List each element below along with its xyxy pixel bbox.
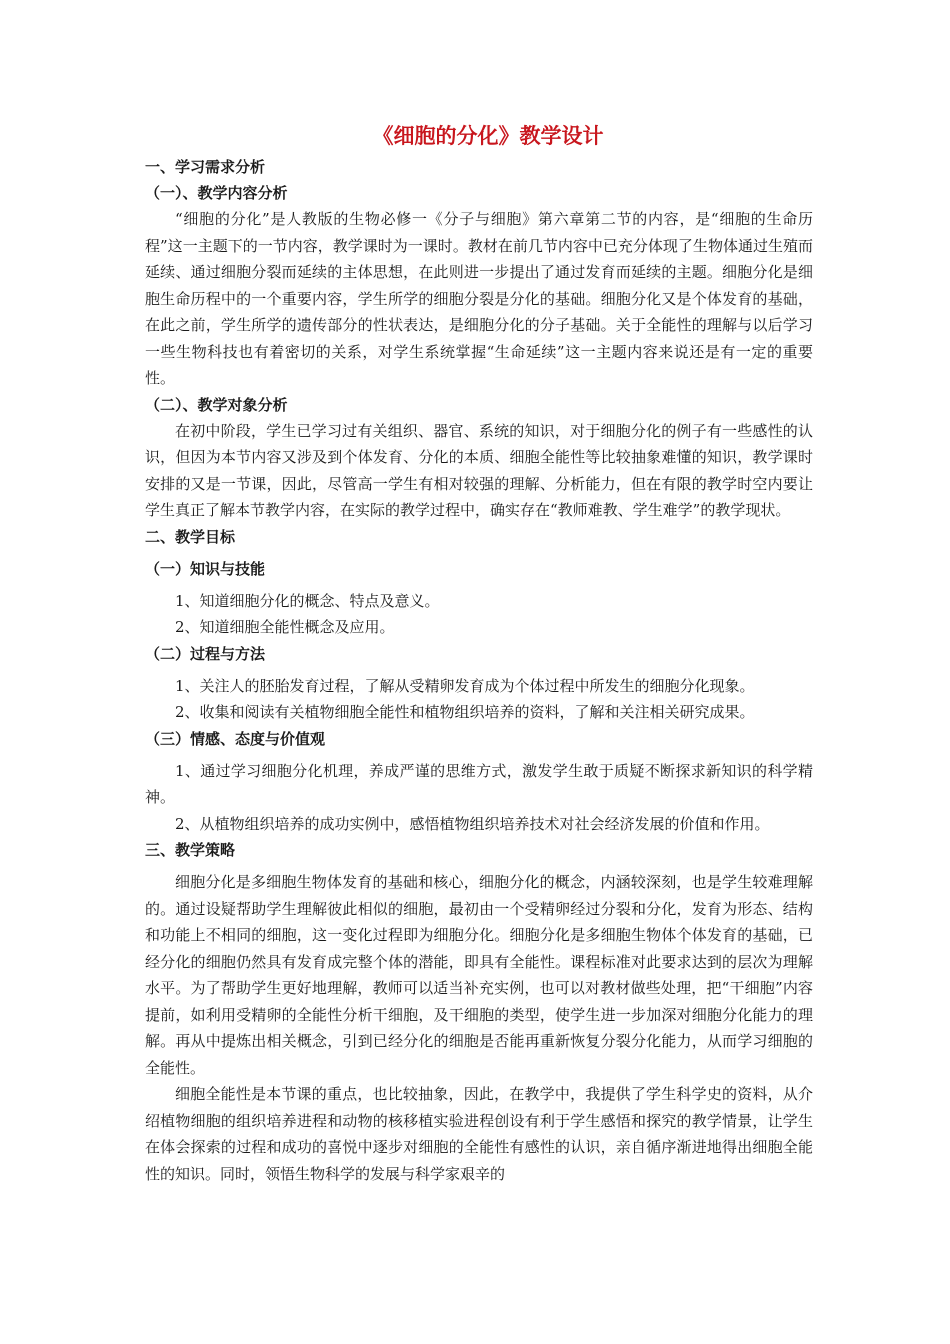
document-body xyxy=(145,118,813,1187)
paragraph-content-analysis: “细胞的分化”是人教版的生物必修一《分子与细胞》第六章第二节的内容，是“细胞的生命历程”这一主题下的一节内容，教学课时为一课时。教材在前几节内容中已充分体现了生物体通过生殖而延续、通过细胞分裂而延续的主体思想，在此则进一步提出了通过发育而延续的主题。细胞分化是细胞生命历程中的一个重要内容，学生所学的细胞分裂是分化的基础。细胞分化又是个体发育的基础，在此之前，学生所学的遗传部分的性状表达，是细胞分化的分子基础。关于全能性的理解与以后学习一些生物科技也有着密切的关系，对学生系统掌握“生命延续”这一主题内容来说还是有一定的重要性。 xyxy=(145,210,813,387)
list-item: 2、收集和阅读有关植物细胞全能性和植物组织培养的资料，了解和关注相关研究成果。 xyxy=(175,703,755,721)
paragraph-strategy-2: 细胞全能性是本节课的重点，也比较抽象，因此，在教学中，我提供了学生科学史的资料，从介绍植物细胞的组织培养进程和动物的核移植实验进程创设有利于学生感悟和探究的教学情景，让学生在体会探索的过程和成功的喜悦中逐步对细胞的全能性有感性的认识，亲自循序渐进地得出细胞全能性的知识。同时，领悟生物科学的发展与科学家艰辛的 xyxy=(145,1085,813,1183)
list-item: 2、知道细胞全能性概念及应用。 xyxy=(175,618,395,636)
subsection-heading-knowledge-skills: （一）知识与技能 xyxy=(145,559,266,578)
list-item: 1、通过学习细胞分化机理，养成严谨的思维方式，激发学生敢于质疑不断探求新知识的科学精神。 xyxy=(145,761,813,806)
subsection-heading-content-analysis: （一）、教学内容分析 xyxy=(145,184,288,202)
document-title: 《细胞的分化》教学设计 xyxy=(372,123,604,148)
list-item: 1、知道细胞分化的概念、特点及意义。 xyxy=(175,591,440,610)
list-item: 1、关注人的胚胎发育过程，了解从受精卵发育成为个体过程中所发生的细胞分化现象。 xyxy=(175,676,755,695)
paragraph-audience-analysis: 在初中阶段，学生已学习过有关组织、器官、系统的知识，对于细胞分化的例子有一些感性的认识，但因为本节内容又涉及到个体发育、分化的本质、细胞全能性等比较抽象难懂的知识，教学课时安排的又是一节课，因此，尽管高一学生有相对较强的理解、分析能力，但在有限的教学时空内要让学生真正了解本节教学内容，在实际的教学过程中，确实存在“教师难教、学生难学”的教学现状。 xyxy=(145,421,813,519)
section-heading-teaching-strategy: 三、教学策略 xyxy=(145,841,236,859)
list-item: 2、从植物组织培养的成功实例中，感悟植物组织培养技术对社会经济发展的价值和作用。 xyxy=(175,814,770,833)
paragraph-strategy-1: 细胞分化是多细胞生物体发育的基础和核心，细胞分化的概念，内涵较深刻，也是学生较难理解的。通过设疑帮助学生理解彼此相似的细胞，最初由一个受精卵经过分裂和分化，发育为形态、结构和功能上不相同的细胞，这一变化过程即为细胞分化。细胞分化是多细胞生物体个体发育的基础，已经分化的细胞仍然具有发育成完整个体的潜能，即具有全能性。课程标准对此要求达到的层次为理解水平。为了帮助学生更好地理解，教师可以适当补充实例，也可以对教材做些处理，把“干细胞”内容提前，如利用受精卵的全能性分析干细胞，及干细胞的类型，使学生进一步加深对细胞分化能力的理解。再从中提炼出相关概念，引到已经分化的细胞是否能再重新恢复分裂分化能力，从而学习细胞的全能性。 xyxy=(145,873,813,1077)
section-heading-teaching-goals: 二、教学目标 xyxy=(145,527,236,546)
section-heading-learning-needs: 一、学习需求分析 xyxy=(145,158,266,176)
subsection-heading-process-methods: （二）过程与方法 xyxy=(145,644,266,663)
subsection-heading-audience-analysis: （二）、教学对象分析 xyxy=(145,395,288,414)
subsection-heading-emotion-values: （三）情感、态度与价值观 xyxy=(145,729,326,748)
